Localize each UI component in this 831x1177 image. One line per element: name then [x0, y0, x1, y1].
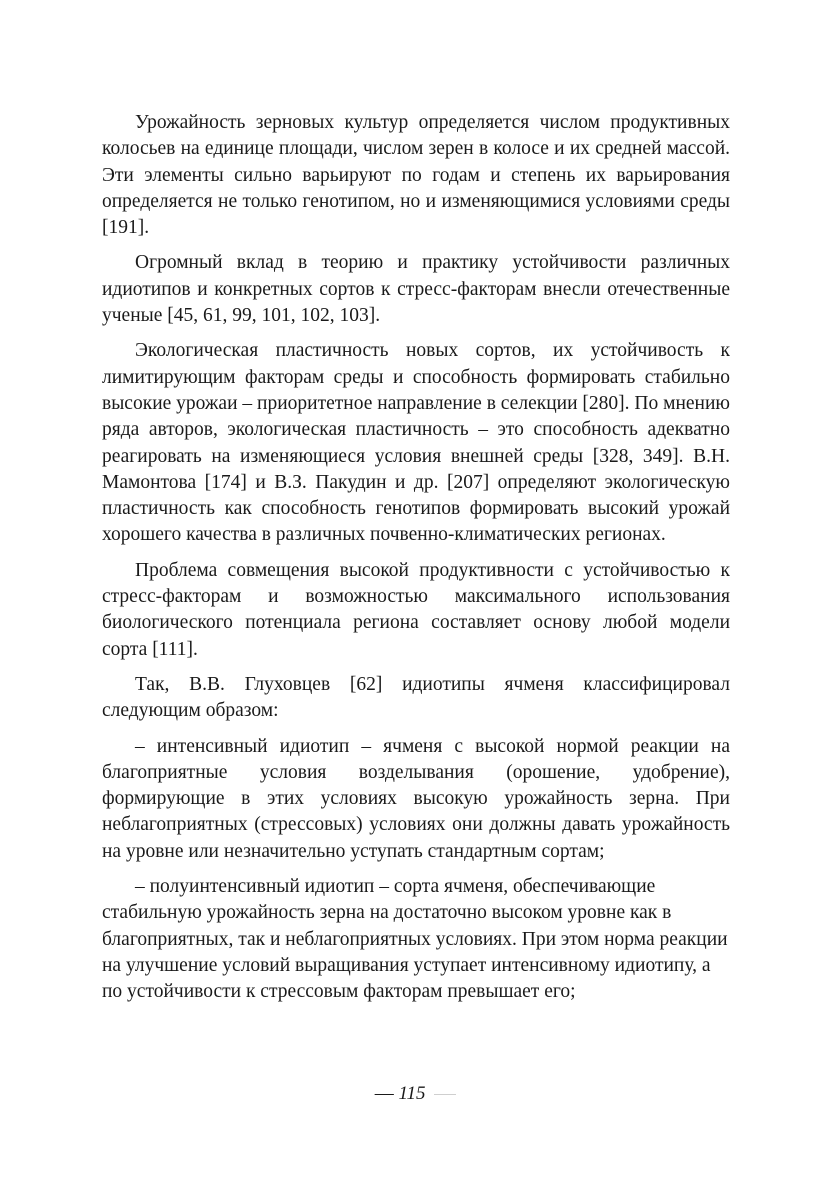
paragraph-classification-intro: Так, В.В. Глуховцев [62] идиотипы ячменя классифицировал следующим образом: [102, 673, 730, 722]
page-body [102, 110, 730, 1015]
page-footer [0, 1083, 831, 1105]
paragraph-productivity-problem: Проблема совмещения высокой продуктивности с устойчивостью к стресс-факторам и возможностью максимального использования биологического потенциала региона составляет основу любой модели сорта [111]. [102, 559, 730, 660]
paragraph-intensive-idiotype: – интенсивный идиотип – ячменя с высокой нормой реакции на благоприятные условия возделывания (орошение, удобрение), формирующие в этих условиях высокую урожайность зерна. При неблагоприятных (стрессовых) условиях они должны давать урожайность на уровне или незначительно уступать стандартным сортам; [102, 735, 730, 862]
footer-dash: — [374, 1083, 394, 1104]
footer-trailing-rule [434, 1094, 456, 1095]
paragraph-contribution: Огромный вклад в теорию и практику устойчивости различных идиотипов и конкретных сортов к стресс-факторам внесли отечественные ученые [45, 61, 99, 101, 102, 103]. [102, 252, 730, 327]
paragraph-semi-intensive-idiotype: – полуинтенсивный идиотип – сорта ячменя, обеспечивающие стабильную урожайность зерна на достаточно высоком уровне как в благоприятных, так и неблагоприятных условиях. При этом норма реакции на улучшение условий выращивания уступает интенсивному идиотипу, а по устойчивости к стрессовым факторам превышает его; [102, 876, 728, 1003]
page-number: 115 [398, 1083, 426, 1104]
paragraph-grain-yield: Урожайность зерновых культур определяется числом продуктивных колосьев на единице площади, числом зерен в колосе и их средней массой. Эти элементы сильно варьируют по годам и степень их варьирования определяется не только генотипом, но и изменяющимися условиями среды [191]. [102, 112, 730, 239]
paragraph-ecological-plasticity: Экологическая пластичность новых сортов, их устойчивость к лимитирующим факторам среды и способность формировать стабильно высокие урожаи – приоритетное направление в селекции [280]. По мнению ряда авторов, экологическая пластичность – это способность адекватно реагировать на изменяющиеся условия внешней среды [328, 349]. В.Н. Мамонтова [174] и В.З. Пакудин и др. [207] определяют экологическую пластичность как способность генотипов формировать высокий урожай хорошего качества в различных почвенно-климатических регионах. [102, 340, 730, 546]
